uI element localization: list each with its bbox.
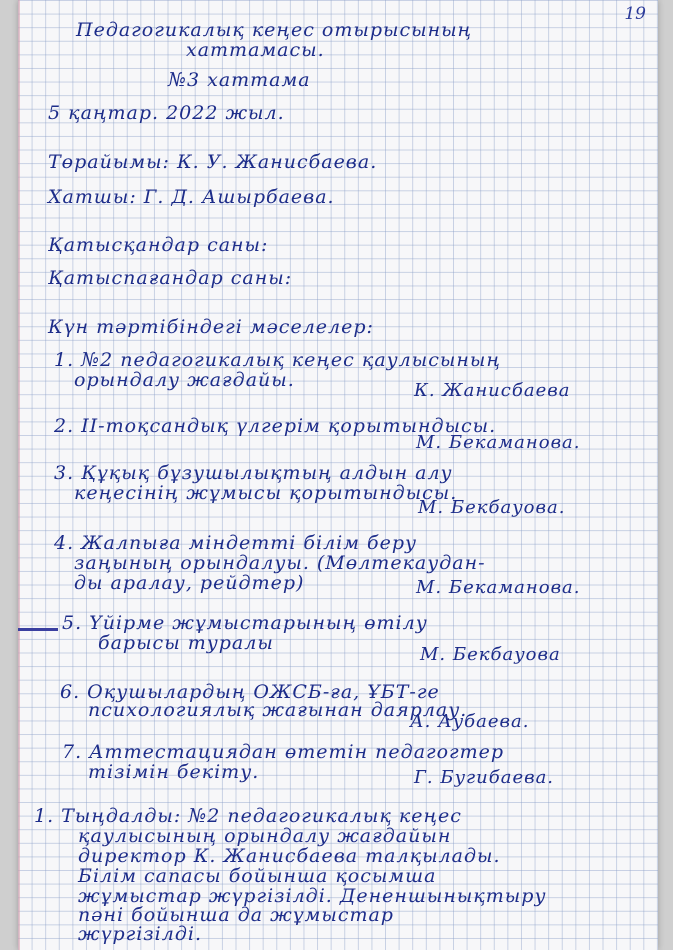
- agenda-item-1-line-1: 1. №2 педагогикалық кеңес қаулысының: [54, 349, 501, 371]
- agenda-item-4-line-1: 4. Жалпыға міндетті білім беру: [54, 532, 418, 554]
- minutes-line-6: пәні бойынша да жұмыстар: [78, 904, 394, 926]
- agenda-item-3-line-1: 3. Құқық бұзушылықтың алдын алу: [54, 462, 453, 484]
- agenda-item-7-responsible: Г. Бугибаева.: [414, 767, 555, 788]
- agenda-header: Күн тәртібіндегі мәселелер:: [48, 316, 374, 338]
- title-line-1: Педагогикалық кеңес отырысының: [76, 19, 473, 41]
- agenda-item-5-responsible: М. Бекбауова: [420, 644, 561, 665]
- agenda-item-1-responsible: К. Жанисбаева: [414, 380, 571, 401]
- agenda-item-7-line-1: 7. Аттестациядан өтетін педагогтер: [62, 741, 505, 763]
- agenda-item-5-line-1: 5. Үйірме жұмыстарының өтілу: [62, 612, 428, 634]
- agenda-item-3-line-2: кеңесінің жұмысы қорытындысы.: [74, 482, 458, 504]
- agenda-item-4-line-2: заңының орындалуы. (Мөлтекаудан-: [74, 552, 486, 574]
- agenda-item-6-line-2: психологиялық жағынан даярлау.: [88, 699, 468, 721]
- agenda-item-5-line-2: барысы туралы: [98, 632, 274, 654]
- secretary: Хатшы: Г. Д. Ашырбаева.: [48, 186, 335, 208]
- agenda-item-1-line-2: орындалу жағдайы.: [74, 369, 295, 391]
- agenda-item-7-line-2: тізімін бекіту.: [88, 761, 260, 783]
- absent-count: Қатыспағандар саны:: [48, 267, 293, 289]
- chair: Төрайымы: К. У. Жанисбаева.: [48, 151, 378, 173]
- margin-dash-mark: [18, 628, 58, 631]
- minutes-line-4: Білім сапасы бойынша қосымша: [78, 865, 437, 887]
- protocol-number: №3 хаттама: [168, 69, 311, 91]
- agenda-item-2-line-1: 2. II-тоқсандық үлгерім қорытындысы.: [54, 415, 497, 437]
- minutes-line-5: жұмыстар жүргізілді. Дененшынықтыру: [78, 885, 547, 907]
- agenda-item-4-responsible: М. Бекаманова.: [416, 577, 581, 598]
- agenda-item-6-responsible: А. Аубаева.: [410, 711, 530, 732]
- notebook-page: [18, 0, 658, 950]
- minutes-line-3: директор К. Жанисбаева талқылады.: [78, 845, 501, 867]
- margin-line: [18, 0, 20, 950]
- title-line-2: хаттамасы.: [186, 39, 325, 61]
- agenda-item-4-line-3: ды аралау, рейдтер): [74, 572, 305, 594]
- agenda-item-3-responsible: М. Бекбауова.: [418, 497, 566, 518]
- minutes-line-2: қаулысының орындалу жағдайын: [78, 825, 452, 847]
- present-count: Қатысқандар саны:: [48, 234, 269, 256]
- agenda-item-2-responsible: М. Бекаманова.: [416, 432, 581, 453]
- minutes-line-7: жүргізілді.: [78, 923, 202, 945]
- minutes-line-1: 1. Тыңдалды: №2 педагогикалық кеңес: [34, 805, 462, 827]
- date: 5 қаңтар. 2022 жыл.: [48, 102, 285, 124]
- page-number: 19: [624, 4, 646, 24]
- agenda-item-6-line-1: 6. Оқушылардың ОЖСБ-ға, ҰБТ-ге: [60, 681, 440, 703]
